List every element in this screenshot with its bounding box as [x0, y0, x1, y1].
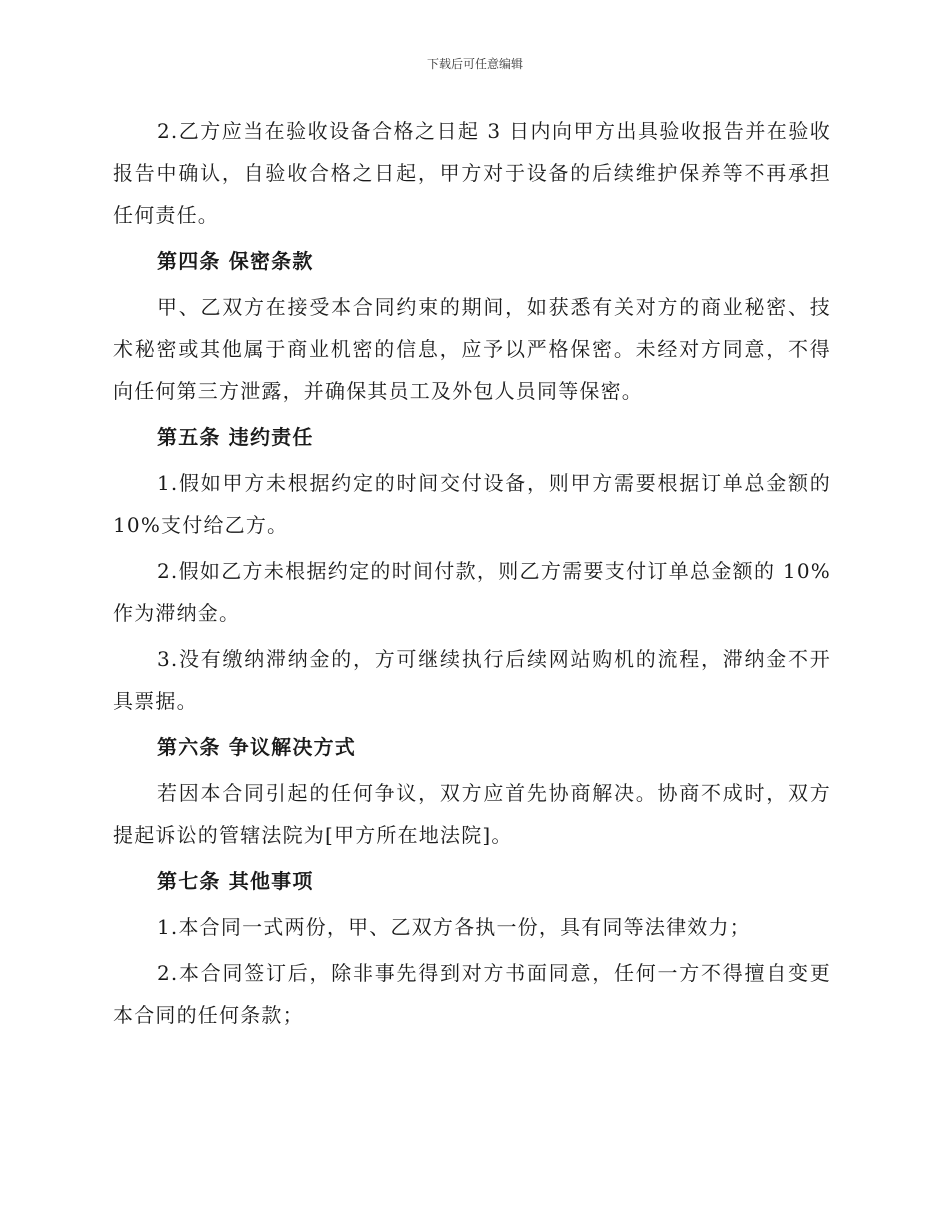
article-4-heading: 第四条 保密条款	[157, 249, 314, 273]
article-4-body: 甲、乙双方在接受本合同约束的期间，如获悉有关对方的商业秘密、技术秘密或其他属于商业机密的信息，应予以严格保密。未经对方同意，不得向任何第三方泄露，并确保其员工及外包人员同等保密。	[113, 295, 831, 403]
article-7-item-2: 2.本合同签订后，除非事先得到对方书面同意，任何一方不得擅自变更本合同的任何条款；	[113, 961, 831, 1027]
clause-3-item-2: 2.乙方应当在验收设备合格之日起 3 日内向甲方出具验收报告并在验收报告中确认，自验收合格之日起，甲方对于设备的后续维护保养等不再承担任何责任。	[113, 119, 831, 227]
article-5-item-1: 1.假如甲方未根据约定的时间交付设备，则甲方需要根据订单总金额的10%支付给乙方。	[113, 471, 831, 537]
article-6-body: 若因本合同引起的任何争议，双方应首先协商解决。协商不成时，双方提起诉讼的管辖法院为[甲方所在地法院]。	[113, 781, 831, 847]
document-body	[113, 110, 831, 1040]
article-5-heading: 第五条 违约责任	[157, 425, 314, 449]
article-7-heading: 第七条 其他事项	[157, 869, 314, 893]
article-6-heading: 第六条 争议解决方式	[157, 735, 356, 759]
article-5-item-3: 3.没有缴纳滞纳金的，方可继续执行后续网站购机的流程，滞纳金不开具票据。	[113, 647, 831, 713]
article-5-item-2: 2.假如乙方未根据约定的时间付款，则乙方需要支付订单总金额的 10%作为滞纳金。	[113, 559, 831, 625]
page-header: 下载后可任意编辑	[426, 57, 523, 71]
article-7-item-1: 1.本合同一式两份，甲、乙双方各执一份，具有同等法律效力；	[157, 915, 751, 939]
